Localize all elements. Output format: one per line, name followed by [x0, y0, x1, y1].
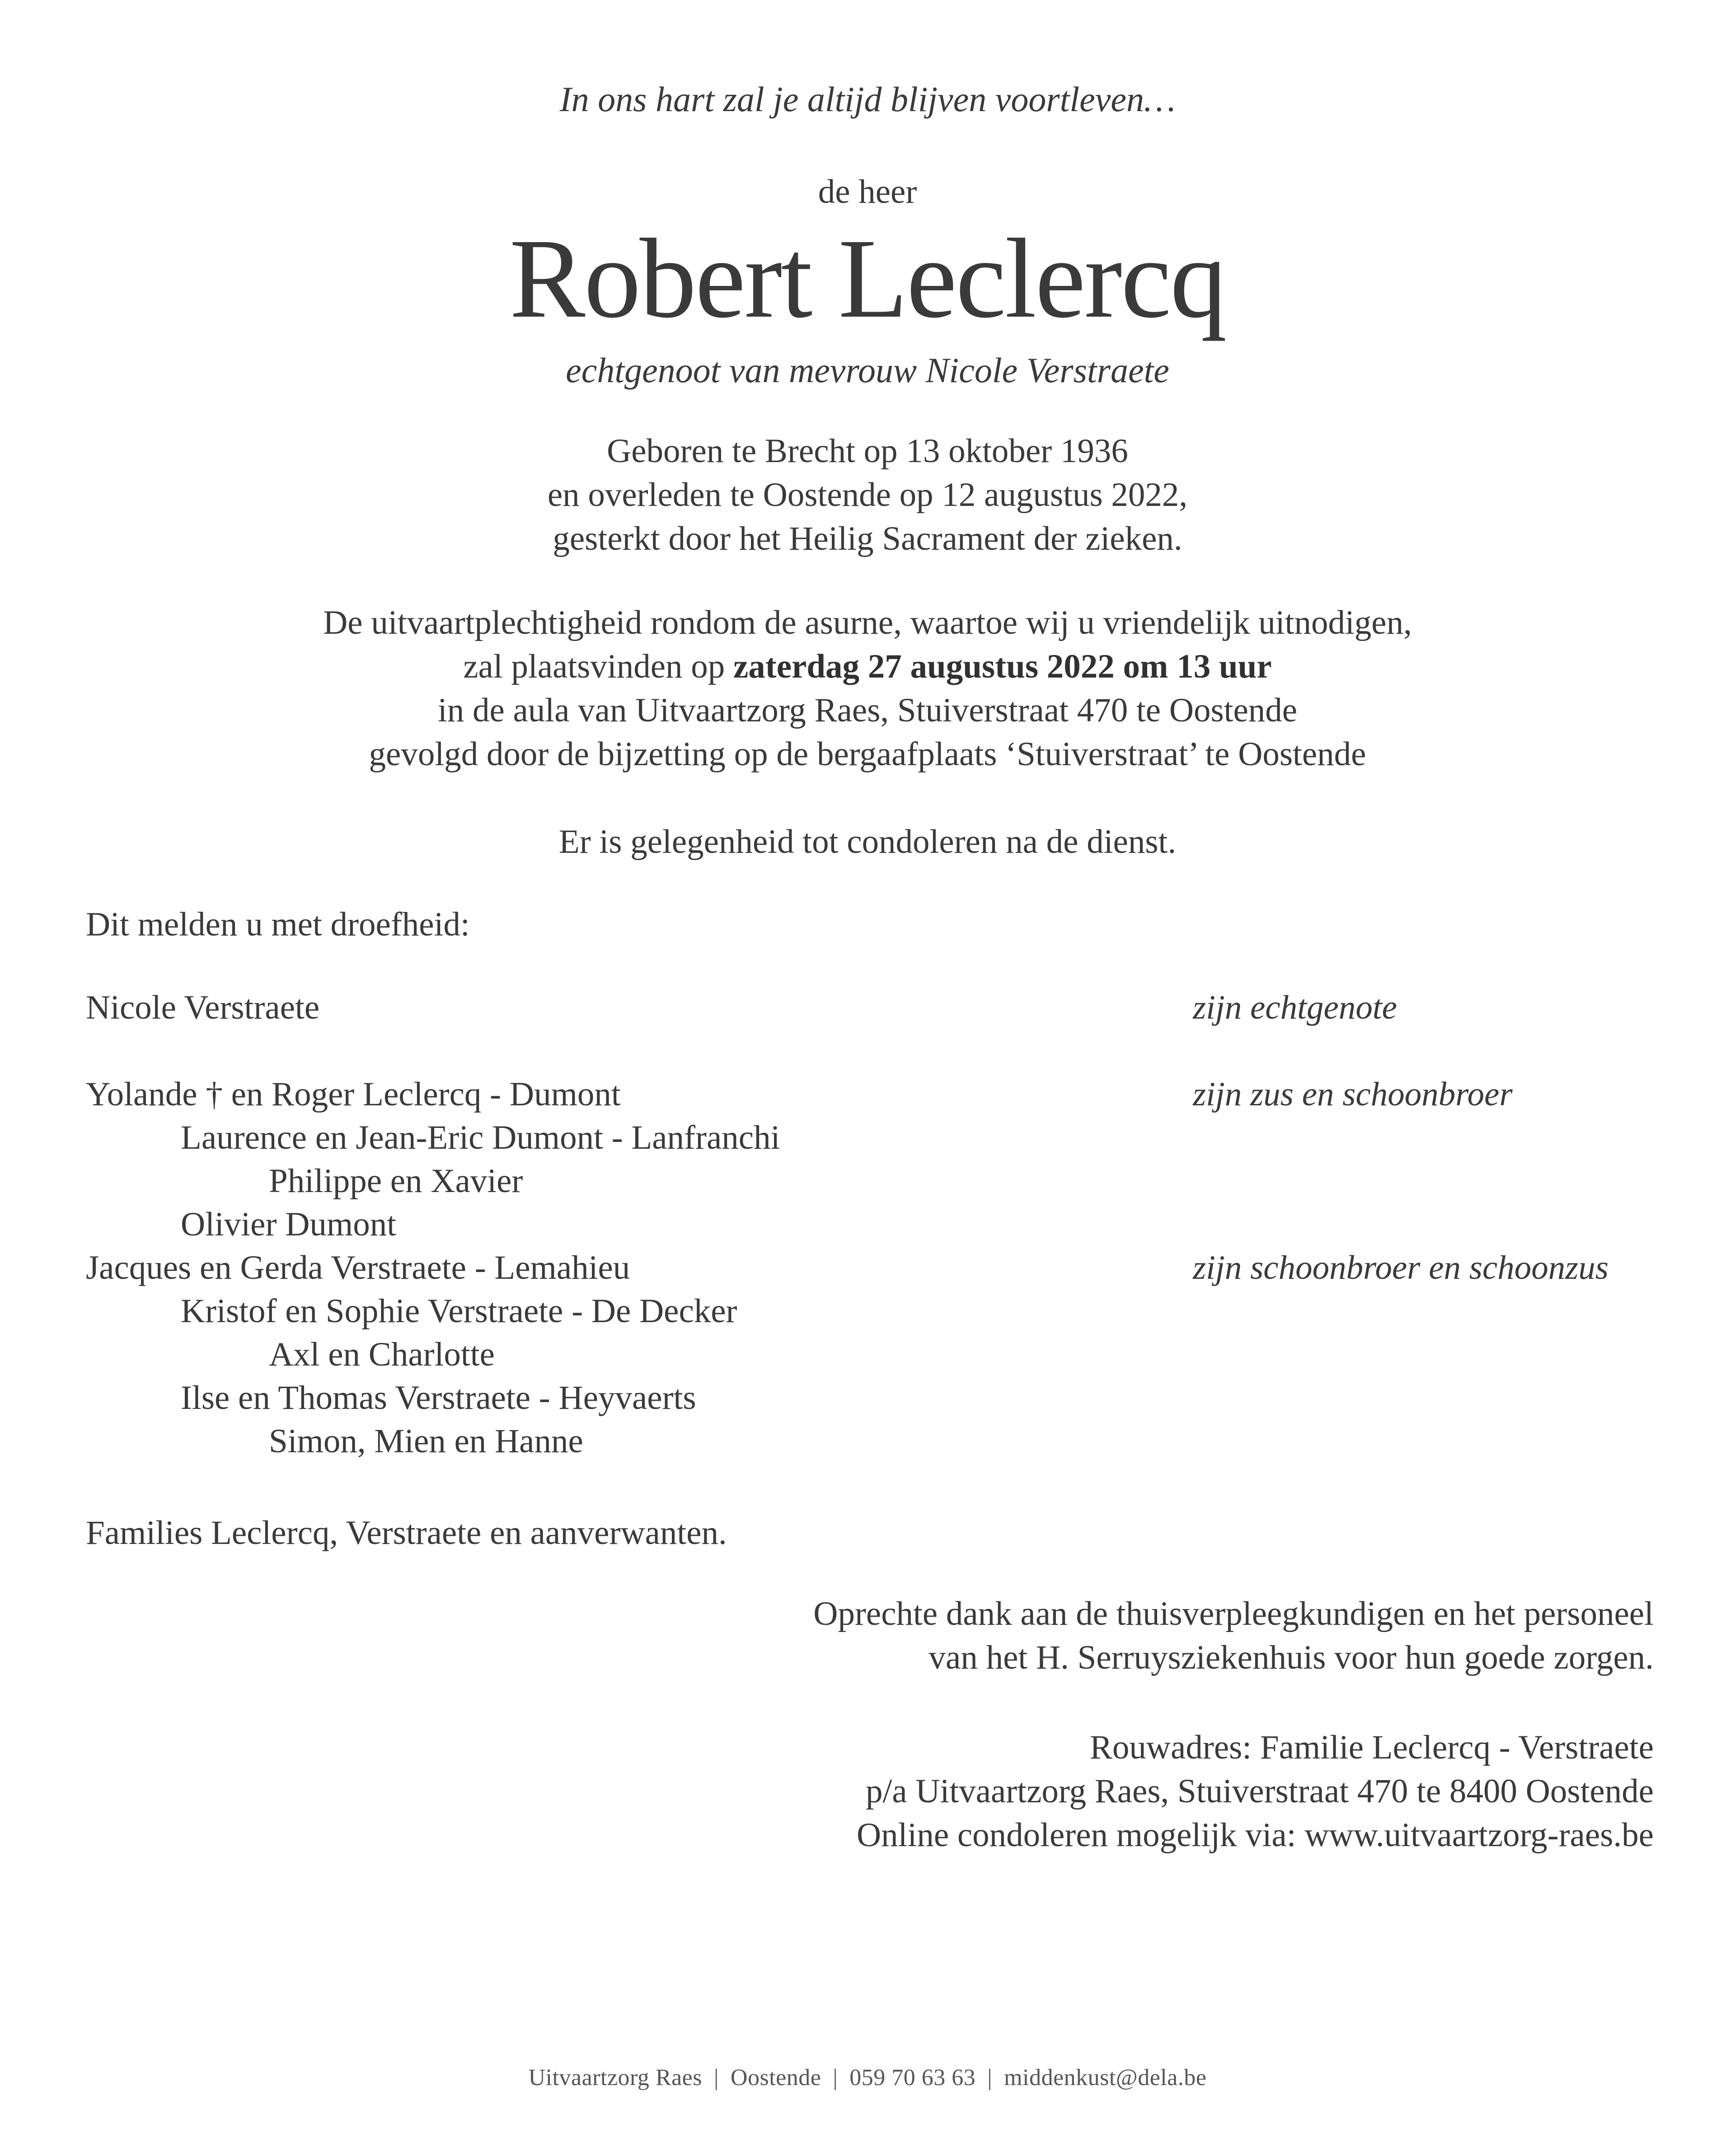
- family-member-name: Kristof en Sophie Verstraete - De Decker: [181, 1292, 737, 1330]
- thanks-note: [0, 1592, 1654, 1679]
- family-row: [86, 1203, 1649, 1246]
- family-relation: zijn echtgenote: [1193, 989, 1397, 1026]
- ceremony-date-prefix: zal plaatsvinden op: [463, 648, 733, 685]
- family-row: [86, 1116, 1649, 1160]
- family-member-name: Jacques en Gerda Verstraete - Lemahieu: [86, 1249, 630, 1286]
- family-member-name: Yolande † en Roger Leclercq - Dumont: [86, 1076, 621, 1113]
- family-row: [86, 1333, 1649, 1376]
- footer-separator: |: [987, 2065, 993, 2091]
- footer-separator: |: [833, 2065, 838, 2091]
- footer-email: middenkust@dela.be: [1004, 2065, 1207, 2091]
- family-row: [86, 1420, 1649, 1463]
- family-row: [86, 1246, 1649, 1290]
- family-relation: zijn schoonbroer en schoonzus: [1193, 1249, 1609, 1286]
- condolence-note: Er is gelegenheid tot condoleren na de dienst.: [558, 823, 1177, 861]
- family-row: [86, 1376, 1649, 1420]
- opening-quote: In ons hart zal je altijd blijven voortleven…: [559, 80, 1176, 119]
- family-row: [86, 1160, 1649, 1203]
- ceremony-invitation-line: De uitvaartplechtigheid rondom de asurne, waartoe wij u vriendelijk uitnodigen,: [323, 604, 1412, 641]
- family-member-name: Nicole Verstraete: [86, 989, 320, 1026]
- family-member-name: Philippe en Xavier: [269, 1162, 523, 1200]
- life-dates: [0, 429, 1735, 561]
- sacrament-line: gesterkt door het Heilig Sacrament der zieken.: [553, 520, 1182, 557]
- footer-phone: 059 70 63 63: [849, 2065, 976, 2091]
- family-row: [86, 1073, 1649, 1116]
- announcement-intro: Dit melden u met droefheid:: [86, 906, 470, 943]
- thanks-line: Oprechte dank aan de thuisverpleegkundigen en het personeel: [813, 1595, 1654, 1632]
- family-member-name: Simon, Mien en Hanne: [269, 1422, 583, 1460]
- birth-line: Geboren te Brecht op 13 oktober 1936: [607, 432, 1128, 470]
- family-member-name: Olivier Dumont: [181, 1206, 397, 1243]
- families-line: Families Leclercq, Verstraete en aanverwanten.: [86, 1514, 727, 1552]
- honorific: de heer: [818, 173, 917, 210]
- thanks-line: van het H. Serruysziekenhuis voor hun goede zorgen.: [928, 1639, 1654, 1676]
- mourning-address-line: Online condoleren mogelijk via: www.uitvaartzorg-raes.be: [856, 1816, 1654, 1854]
- mourning-address-line: p/a Uitvaartzorg Raes, Stuiverstraat 470 te 8400 Oostende: [865, 1773, 1654, 1810]
- family-member-name: Ilse en Thomas Verstraete - Heyvaerts: [181, 1379, 696, 1417]
- footer: [0, 2062, 1735, 2093]
- family-row: [86, 1290, 1649, 1333]
- family-list-spacer: [86, 1029, 1649, 1073]
- footer-city: Oostende: [730, 2065, 821, 2091]
- ceremony-date-emphasis: zaterdag 27 augustus 2022 om 13 uur: [733, 648, 1272, 685]
- footer-company: Uitvaartzorg Raes: [528, 2065, 702, 2091]
- death-line: en overleden te Oostende op 12 augustus 2022,: [547, 476, 1188, 514]
- ceremony-details: [0, 601, 1735, 776]
- ceremony-location-line: in de aula van Uitvaartzorg Raes, Stuiverstraat 470 te Oostende: [437, 692, 1298, 729]
- family-list: [86, 986, 1649, 1463]
- family-member-name: Axl en Charlotte: [269, 1336, 495, 1373]
- deceased-name: Robert Leclercq: [509, 215, 1226, 341]
- ceremony-burial-line: gevolgd door de bijzetting op de bergaafplaats ‘Stuiverstraat’ te Oostende: [369, 735, 1366, 773]
- family-relation: zijn zus en schoonbroer: [1193, 1076, 1513, 1113]
- family-member-name: Laurence en Jean-Eric Dumont - Lanfranchi: [181, 1119, 780, 1156]
- ceremony-date-line: [0, 645, 1735, 688]
- mourning-address-line: Rouwadres: Familie Leclercq - Verstraete: [1089, 1729, 1654, 1766]
- spouse-line: echtgenoot van mevrouw Nicole Verstraete: [566, 351, 1169, 390]
- mourning-address: [0, 1726, 1654, 1857]
- footer-separator: |: [714, 2065, 719, 2091]
- family-row: [86, 986, 1649, 1029]
